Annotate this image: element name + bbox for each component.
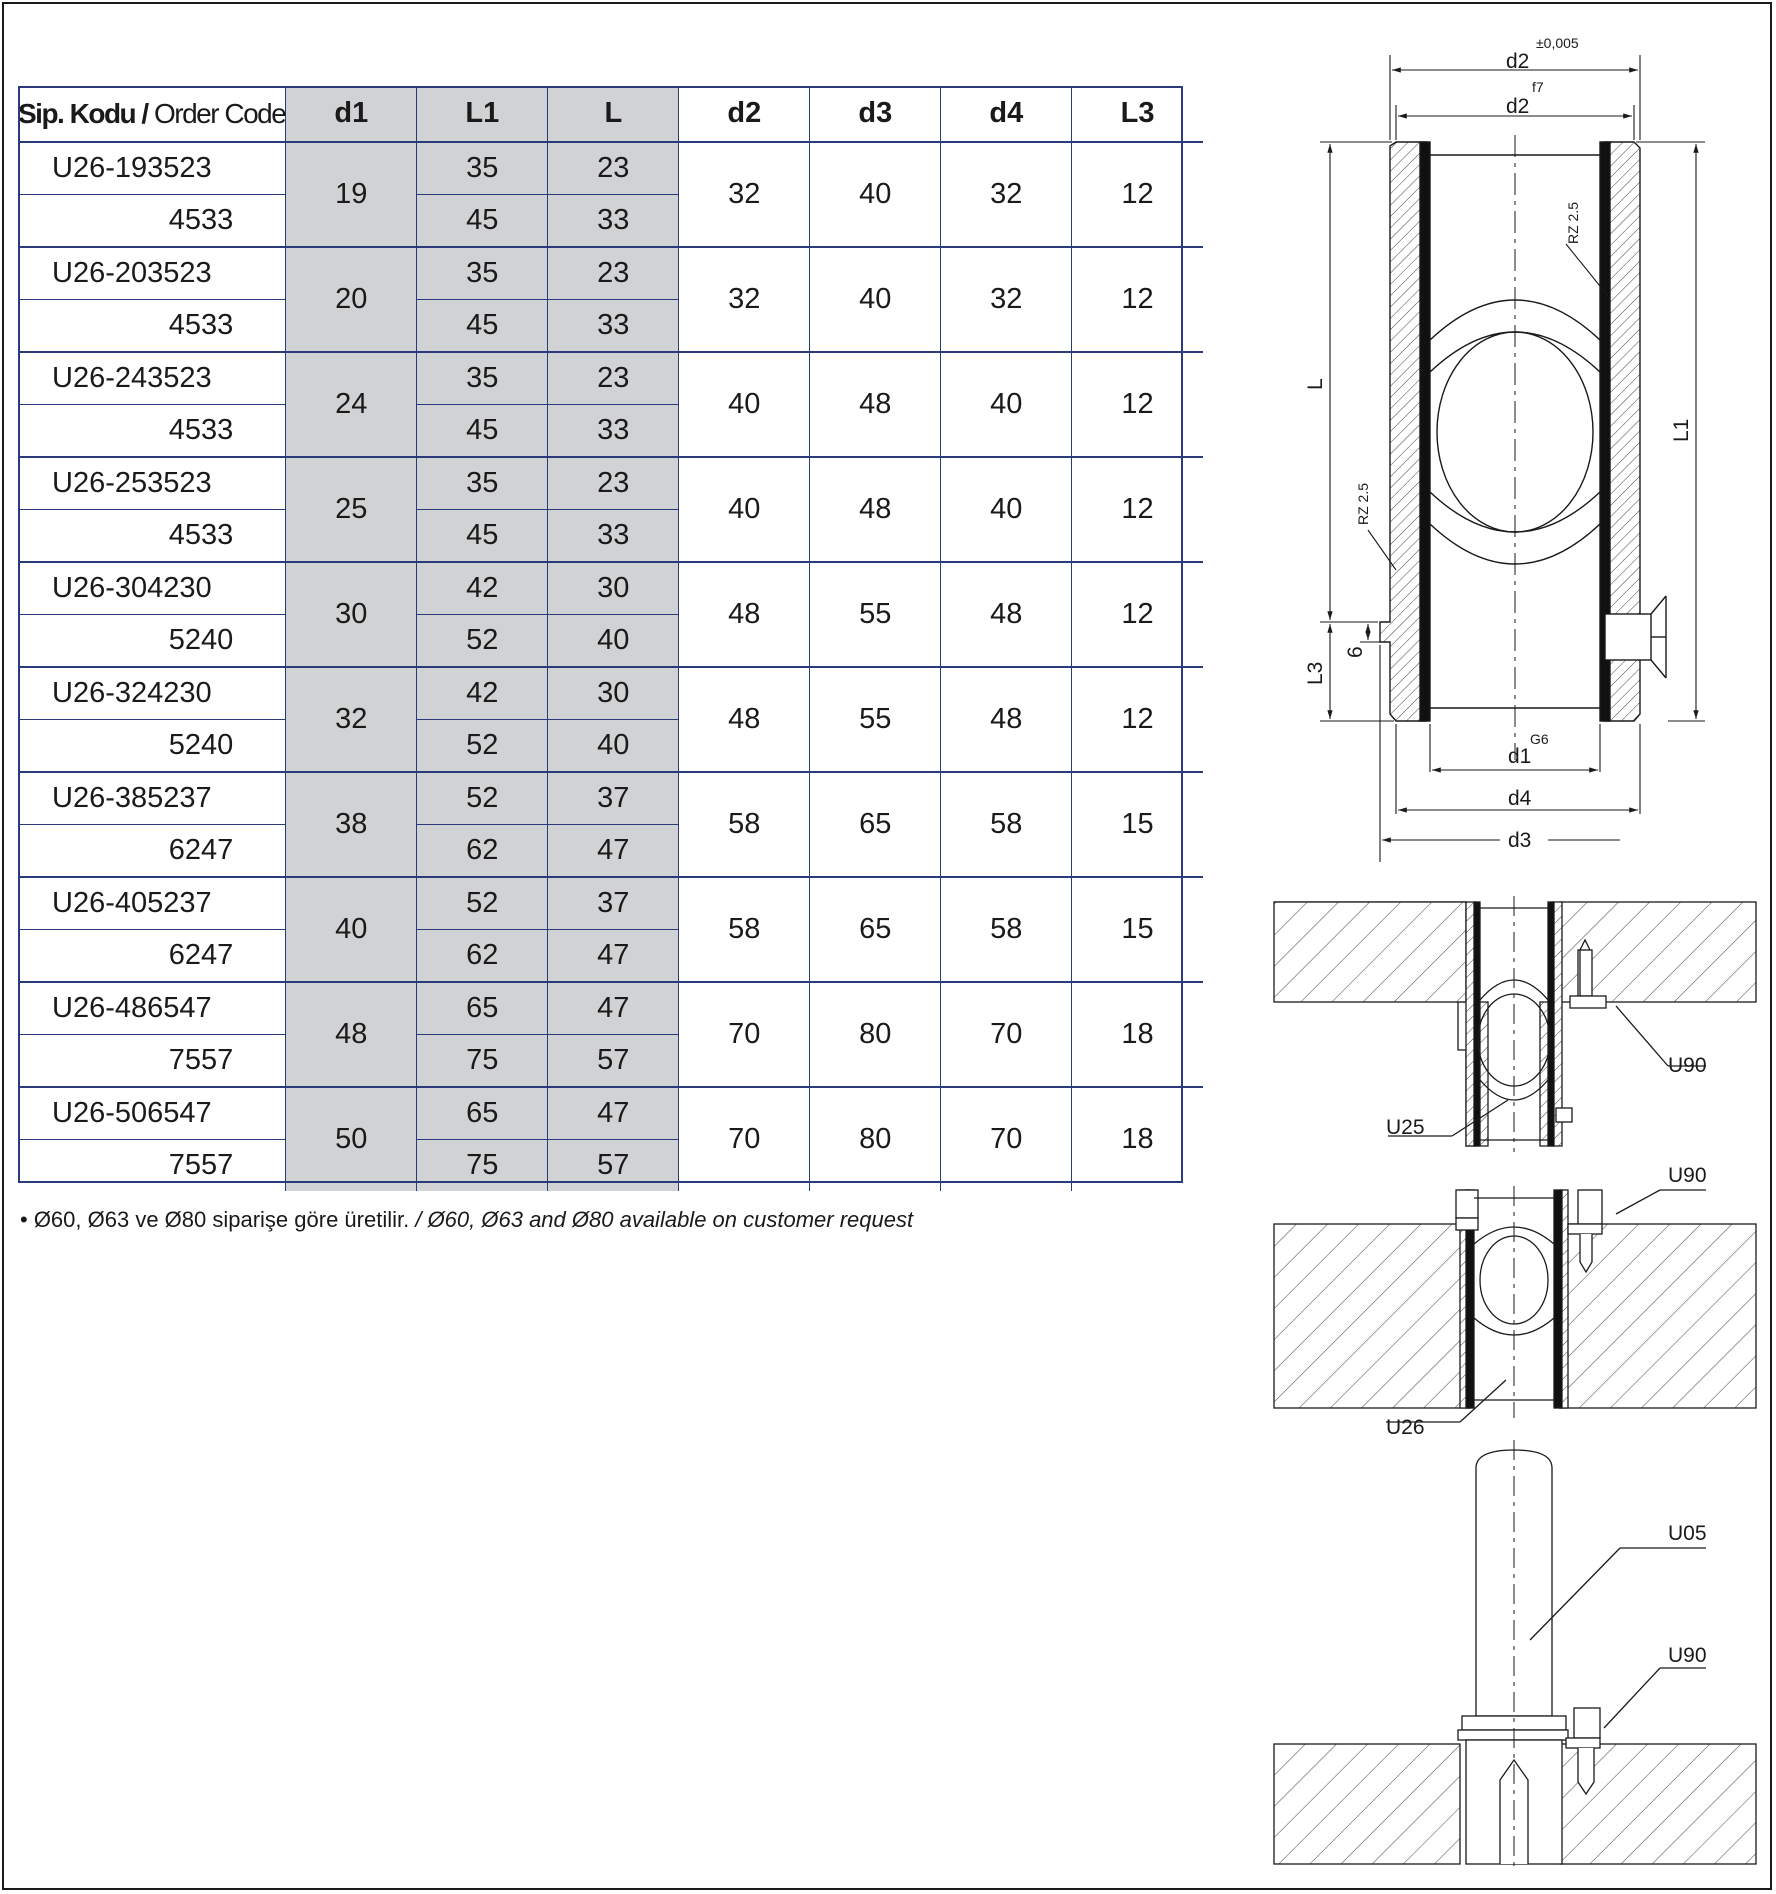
label-u90-b: U90 <box>1668 1164 1707 1187</box>
order-code-secondary: 7557 <box>18 1035 286 1088</box>
footnote-tr: • Ø60, Ø63 ve Ø80 siparişe göre üretilir. <box>20 1207 410 1232</box>
cell-L1-b: 62 <box>417 930 548 983</box>
label-L: L <box>1304 378 1327 390</box>
cell-d1: 40 <box>286 877 417 982</box>
header-code-sep: / <box>135 97 154 129</box>
order-code-primary: U26-324230 <box>18 667 286 720</box>
dimension-lines <box>1320 55 1705 862</box>
cell-d4: 58 <box>941 772 1072 877</box>
cell-d4: 40 <box>941 352 1072 457</box>
label-d2-fit-sup: f7 <box>1532 79 1544 95</box>
cell-d3: 80 <box>810 1087 941 1191</box>
order-code-secondary: 4533 <box>18 405 286 458</box>
cell-L-a: 23 <box>548 142 679 195</box>
left-liner <box>1420 142 1430 721</box>
label-u90-a: U90 <box>1668 1054 1707 1077</box>
cell-d4: 32 <box>941 142 1072 247</box>
cell-L-b: 57 <box>548 1035 679 1088</box>
left-wall <box>1380 142 1426 721</box>
header-code-en: Order Code <box>154 97 286 129</box>
order-code-primary: U26-405237 <box>18 877 286 930</box>
cell-L3: 12 <box>1072 667 1203 772</box>
label-d3: d3 <box>1508 829 1532 852</box>
label-L3: L3 <box>1304 661 1327 685</box>
order-code-secondary: 4533 <box>18 195 286 248</box>
order-code-primary: U26-243523 <box>18 352 286 405</box>
cell-L-a: 23 <box>548 457 679 510</box>
cell-L3: 12 <box>1072 457 1203 562</box>
order-code-secondary: 6247 <box>18 825 286 878</box>
order-code-primary: U26-193523 <box>18 142 286 195</box>
cell-L-b: 57 <box>548 1140 679 1192</box>
cell-L3: 18 <box>1072 982 1203 1087</box>
cell-L-b: 33 <box>548 300 679 353</box>
order-code-primary: U26-253523 <box>18 457 286 510</box>
cell-d2: 40 <box>679 352 810 457</box>
order-code-secondary: 7557 <box>18 1140 286 1192</box>
cell-L1-a: 65 <box>417 982 548 1035</box>
cell-d1: 25 <box>286 457 417 562</box>
cell-L1-a: 35 <box>417 247 548 300</box>
label-d1: d1 <box>1508 745 1532 768</box>
cell-d1: 30 <box>286 562 417 667</box>
assembly-u25 <box>1274 896 1756 1152</box>
cell-L-a: 30 <box>548 562 679 615</box>
footnote-en: / Ø60, Ø63 and Ø80 available on customer request <box>409 1207 914 1232</box>
label-six: 6 <box>1344 646 1367 658</box>
label-d1-sup: G6 <box>1530 731 1549 747</box>
cell-L-b: 47 <box>548 930 679 983</box>
cell-L1-b: 45 <box>417 405 548 458</box>
cell-d1: 48 <box>286 982 417 1087</box>
header-d4: d4 <box>941 86 1072 142</box>
cell-d2: 58 <box>679 877 810 982</box>
header-d1: d1 <box>286 86 417 142</box>
cell-L1-b: 75 <box>417 1140 548 1192</box>
assembly-u26 <box>1274 1186 1756 1422</box>
cell-d1: 24 <box>286 352 417 457</box>
order-code-secondary: 5240 <box>18 615 286 668</box>
label-d2-fit: d2 <box>1506 95 1530 118</box>
cell-L-a: 23 <box>548 352 679 405</box>
cell-L-a: 47 <box>548 982 679 1035</box>
cell-L1-b: 52 <box>417 615 548 668</box>
bushing-section-drawing <box>1380 135 1666 760</box>
label-u90-c: U90 <box>1668 1644 1707 1667</box>
cell-d1: 19 <box>286 142 417 247</box>
header-code-tr: Sip. Kodu <box>18 97 136 129</box>
order-code-secondary: 4533 <box>18 300 286 353</box>
cell-d3: 65 <box>810 772 941 877</box>
cell-d2: 70 <box>679 1087 810 1191</box>
header-d3: d3 <box>810 86 941 142</box>
header-d2: d2 <box>679 86 810 142</box>
cell-d2: 40 <box>679 457 810 562</box>
cell-d3: 40 <box>810 247 941 352</box>
cell-L-b: 40 <box>548 720 679 773</box>
cell-d1: 50 <box>286 1087 417 1191</box>
cell-L1-a: 35 <box>417 352 548 405</box>
label-rz-outer: RZ 2.5 <box>1355 482 1371 525</box>
cell-L3: 12 <box>1072 142 1203 247</box>
cell-L-a: 37 <box>548 877 679 930</box>
cell-d2: 58 <box>679 772 810 877</box>
order-code-secondary: 6247 <box>18 930 286 983</box>
order-code-primary: U26-486547 <box>18 982 286 1035</box>
cell-d4: 40 <box>941 457 1072 562</box>
cell-L-b: 40 <box>548 615 679 668</box>
cell-d3: 65 <box>810 877 941 982</box>
cell-L3: 12 <box>1072 247 1203 352</box>
cell-d3: 40 <box>810 142 941 247</box>
cell-L1-b: 52 <box>417 720 548 773</box>
cell-L-b: 33 <box>548 510 679 563</box>
label-L1: L1 <box>1670 418 1693 442</box>
cell-d2: 48 <box>679 562 810 667</box>
header-L1: L1 <box>417 86 548 142</box>
cell-L-a: 23 <box>548 247 679 300</box>
cell-d3: 48 <box>810 352 941 457</box>
cell-L-a: 47 <box>548 1087 679 1140</box>
cell-d4: 48 <box>941 562 1072 667</box>
cell-L3: 15 <box>1072 877 1203 982</box>
cell-L1-b: 62 <box>417 825 548 878</box>
label-u05: U05 <box>1668 1522 1707 1545</box>
cell-L1-a: 42 <box>417 667 548 720</box>
cell-L-b: 33 <box>548 195 679 248</box>
cell-d2: 48 <box>679 667 810 772</box>
label-u26: U26 <box>1386 1416 1425 1439</box>
cell-L1-a: 42 <box>417 562 548 615</box>
set-screw <box>1605 614 1651 660</box>
label-u25: U25 <box>1386 1116 1425 1139</box>
cell-L1-b: 45 <box>417 195 548 248</box>
cell-L3: 12 <box>1072 352 1203 457</box>
label-d2-tol: d2 <box>1506 50 1530 73</box>
cell-d3: 55 <box>810 562 941 667</box>
cell-d1: 38 <box>286 772 417 877</box>
cell-d4: 70 <box>941 982 1072 1087</box>
cell-L-b: 33 <box>548 405 679 458</box>
cell-d4: 70 <box>941 1087 1072 1191</box>
order-code-secondary: 5240 <box>18 720 286 773</box>
cell-L1-a: 52 <box>417 772 548 825</box>
cell-L1-b: 45 <box>417 510 548 563</box>
cell-d2: 32 <box>679 247 810 352</box>
cell-d1: 32 <box>286 667 417 772</box>
cell-L-a: 37 <box>548 772 679 825</box>
header-L3: L3 <box>1072 86 1203 142</box>
cell-L1-b: 45 <box>417 300 548 353</box>
order-code-primary: U26-203523 <box>18 247 286 300</box>
cell-L1-a: 35 <box>417 142 548 195</box>
cell-d4: 58 <box>941 877 1072 982</box>
cell-L3: 15 <box>1072 772 1203 877</box>
cell-L-b: 47 <box>548 825 679 878</box>
cell-L1-b: 75 <box>417 1035 548 1088</box>
label-d2-tol-sup: ±0,005 <box>1536 35 1579 51</box>
cell-d3: 55 <box>810 667 941 772</box>
label-d4: d4 <box>1508 787 1532 810</box>
cell-d1: 20 <box>286 247 417 352</box>
order-code-secondary: 4533 <box>18 510 286 563</box>
cell-d3: 48 <box>810 457 941 562</box>
cell-d2: 70 <box>679 982 810 1087</box>
order-code-primary: U26-385237 <box>18 772 286 825</box>
cell-d3: 80 <box>810 982 941 1087</box>
label-rz-inner: RZ 2.5 <box>1565 201 1581 244</box>
cell-L1-a: 65 <box>417 1087 548 1140</box>
cell-L1-a: 52 <box>417 877 548 930</box>
order-code-primary: U26-304230 <box>18 562 286 615</box>
header-L: L <box>548 86 679 142</box>
cell-d2: 32 <box>679 142 810 247</box>
cell-L1-a: 35 <box>417 457 548 510</box>
cell-L3: 12 <box>1072 562 1203 667</box>
order-code-primary: U26-506547 <box>18 1087 286 1140</box>
cell-d4: 48 <box>941 667 1072 772</box>
cell-L3: 18 <box>1121 1123 1154 1155</box>
cell-L-a: 30 <box>548 667 679 720</box>
cell-d4: 32 <box>941 247 1072 352</box>
